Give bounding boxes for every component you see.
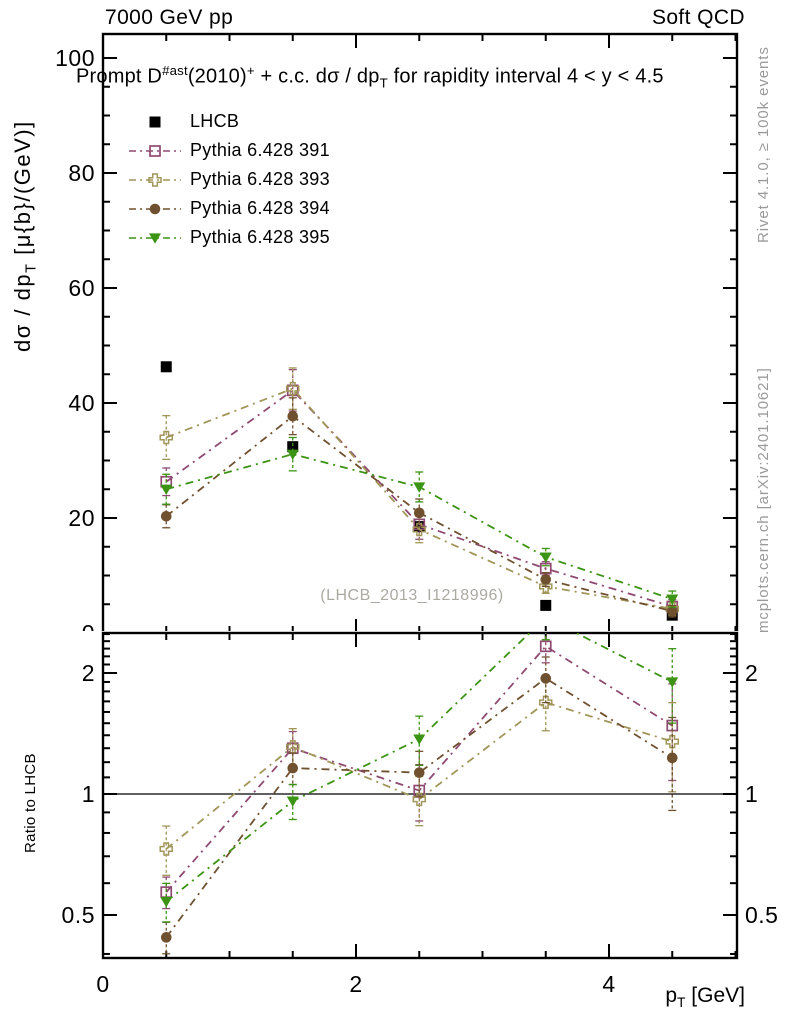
triangle-down-filled-legend-icon bbox=[128, 229, 182, 247]
square-filled-legend-icon bbox=[128, 113, 182, 131]
svg-text:80: 80 bbox=[68, 160, 95, 186]
legend-item-393 bbox=[128, 165, 330, 194]
legend-item-label: Pythia 6.428 394 bbox=[190, 198, 330, 218]
svg-text:1: 1 bbox=[81, 781, 95, 807]
legend-item-394 bbox=[128, 194, 330, 223]
svg-text:0: 0 bbox=[96, 971, 110, 997]
legend-item-label: Pythia 6.428 393 bbox=[190, 169, 330, 189]
data-point-marker bbox=[414, 767, 425, 778]
data-point-marker bbox=[287, 411, 298, 422]
plot-title: Prompt $D^{\#ast}(2010)^+ + c.c$. dσ / $dp_T$ for rapidity interval 4 < y < 4.5 bbox=[76, 63, 664, 91]
y-axis-label: dσ / $dp_T$ [μ{b}/(GeV)] bbox=[10, 120, 40, 352]
legend-item-label: Pythia 6.428 395 bbox=[190, 227, 330, 247]
square-open-legend-icon bbox=[128, 142, 182, 160]
circle-filled-legend-icon bbox=[128, 200, 182, 218]
data-point-marker bbox=[161, 511, 172, 522]
data-point-marker bbox=[161, 932, 172, 943]
svg-text:2: 2 bbox=[81, 660, 95, 686]
data-point-marker bbox=[160, 485, 172, 495]
process-group-label: Soft QCD bbox=[651, 6, 745, 29]
svg-text:1: 1 bbox=[745, 781, 759, 807]
cross-open-legend-icon bbox=[128, 171, 182, 189]
legend-item-label: LHCB bbox=[190, 111, 240, 131]
data-point-marker bbox=[540, 673, 551, 684]
data-point-marker bbox=[540, 553, 552, 563]
beam-info-label: 7000 GeV pp bbox=[105, 6, 234, 29]
legend bbox=[128, 107, 330, 252]
x-axis-label: $p_T$ [GeV] bbox=[665, 984, 745, 1011]
main-panel-data bbox=[160, 361, 678, 620]
svg-text:100: 100 bbox=[55, 45, 95, 71]
svg-text:4: 4 bbox=[602, 971, 616, 997]
ratio-axis-label: Ratio to LHCB bbox=[22, 753, 39, 853]
data-point-marker bbox=[540, 613, 552, 623]
analysis-id-watermark: (LHCB_2013_I1218996) bbox=[320, 587, 504, 604]
data-point-marker bbox=[413, 482, 425, 492]
mcplots-credit: mcplots.cern.ch [arXiv:2401.10621] bbox=[755, 367, 772, 633]
data-point-marker bbox=[667, 753, 678, 764]
data-point-marker bbox=[414, 508, 425, 519]
svg-text:60: 60 bbox=[68, 275, 95, 301]
legend-item-395 bbox=[128, 223, 330, 252]
svg-text:0.5: 0.5 bbox=[61, 902, 95, 928]
svg-text:0.5: 0.5 bbox=[745, 902, 779, 928]
legend-item-lhcb bbox=[128, 107, 330, 136]
data-point-marker bbox=[540, 574, 551, 585]
svg-text:20: 20 bbox=[68, 505, 95, 531]
data-point-marker bbox=[161, 361, 172, 372]
rivet-version-credit: Rivet 4.1.0, ≥ 100k events bbox=[755, 46, 772, 243]
legend-item-391 bbox=[128, 136, 330, 165]
series-Pythia-6-428-394 bbox=[161, 398, 678, 617]
svg-text:2: 2 bbox=[745, 660, 759, 686]
svg-text:2: 2 bbox=[349, 971, 363, 997]
legend-item-label: Pythia 6.428 391 bbox=[190, 140, 330, 160]
svg-text:40: 40 bbox=[68, 390, 95, 416]
data-point-marker bbox=[287, 763, 298, 774]
